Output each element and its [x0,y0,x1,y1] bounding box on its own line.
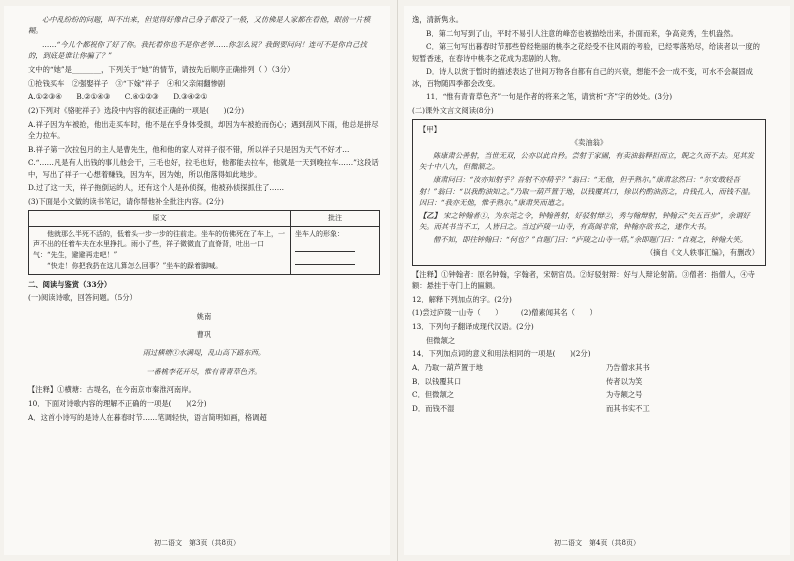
excerpt-line: ……“今儿个都祝你了好了你。我托着你也不是你老爷……你怎么说？我倒要问问！连可不是你自己找的，到底是谁让你骗了？” [28,39,367,61]
passage-yi-paragraph: 僧不知，即往钟翰曰：“何也？”自题门曰：“庐陵之山寺一塔。”余即题门曰：“自观之，钟翰大笑。 [433,235,748,245]
question-14-option-b [412,376,766,387]
question-2-option-a: A.祥子因为车被抢，他出走买车时，他不是在乎身体受损，却因为车被抢而伤心；遇到刮风下雨，他总是拼尽全力拉车。 [28,119,379,141]
table-text-1: 他就那么半死不活的，低着头一步一步的往前走。坐车的仿佛死在了车上，一声不出的任着车夫在水里挣扎。雨小了些，祥子微微直了直脊背，吐出一口气：“先生，避避再走吧！” [33,229,285,260]
question-10-option-a: A．这首小诗写的是诗人在暮春时节……笔调轻快，语言简明如画，格调超 [28,412,267,422]
poem-title: 姚南 [196,311,212,321]
option-right: 乃告僧求其书 [606,362,650,372]
question-14-option-a [412,362,766,373]
question-13-items: 但微颔之 [426,335,456,345]
question-2-option-d: D.过了这一天，祥子拖倒运的人，还有这个人是孙侦探，他被孙侦探抓住了…… [28,183,285,193]
option-left: C．但微颔之 [412,390,455,400]
page-3 [4,6,390,555]
table-note-cell [291,226,380,274]
classical-note: 【注释】①钟翰者：原名钟翰，字翰者，宋朝官员。②好驳射辩：好与人辩论射箭。③僧者：指僧人，④寺额：悬挂于寺门上的匾额。 [412,269,755,290]
question-10-option-c: C．第三句写出暮春时节那些曾经艳丽的桃李之花经受不住风雨的考验，已经零落殆尽，给读者以一度的短暂香迷，在春诗中桃李之花成为悲剧的人物。 [412,42,760,63]
passage-jia-tag: 【甲】 [419,124,441,134]
poem-intro: (一)阅读诗歌，回答问题。（5分） [28,293,137,303]
question-10-option-b: B．第二句写到了山，平时不易引人注意的峰峦也被描绘出来，扑面而来，争高竞秀，生机盎然。 [426,28,738,38]
question-order-items: ①抢钱买车 ②强娶祥子 ③“下嫁”祥子 ④和父亲闹翻惨剧 [28,78,226,88]
option-left: D．而钱不湿 [412,404,455,414]
question-10-title: 10．下面对诗歌内容的理解不正确的一项是( )(2分) [28,398,207,408]
passage-source: （摘自《文人轶事汇编》，有删改） [645,248,759,258]
passage-yi-tag: 【乙】 [419,210,441,220]
passage-jia-title: 《卖油翁》 [570,137,608,147]
question-14-option-d [412,403,766,414]
question-2-option-b: B.祥子第一次拉包月的主人是曹先生，他和他的家人对祥子很不错，所以祥子只是因为天气不好才… [28,144,350,154]
page-4-content [412,14,766,417]
answer-blank[interactable] [295,242,355,252]
annotation-table [28,210,380,275]
continued-line: 逸，清新隽永。 [412,15,464,24]
option-left: A．乃取一葫芦置于地 [412,362,483,372]
question-13-title: 13．下列句子翻译成现代汉语。(2分) [412,321,534,331]
question-14-title: 14．下列加点词的意义和用法相同的一项是( )(2分) [412,349,591,359]
classical-text-box [412,119,766,266]
passage-yi-paragraph [419,210,759,233]
question-order-options: A.①②③④ B.②①④③ C.④①②③ D.③④②① [28,92,208,102]
option-right: 传者以为笑 [606,376,643,386]
question-10-option-d: D．诗人以赏于暂时的描述表达了世间万物各自都有自己的兴衰，想能不会一成不变，可水不会凝固成冰，百物随四季都会改变。 [412,67,753,88]
question-order-title: 文中的“她”是________，下列关于“她”的情节，请按先后顺序正确排列（ ）（3分） [28,64,295,74]
poem-line: 一番桃李花开尽，惟有青青草色齐。 [146,366,262,376]
page-footer: 初二语文 第3页（共8页） [154,539,240,548]
question-2-option-c: C.“……凡是有人出钱的事儿他会干，三毛也好，拉毛也好，他都能去拉车，他就是一天到晚拉车……”这段话中，写出了祥子一心想着赚钱，因为车，因为她，所以他落得如此地步。 [28,158,379,179]
answer-blank[interactable] [295,255,355,265]
table-note-label: 坐车人的形象： [295,229,344,238]
page-gutter [397,0,398,561]
poem-author: 曹巩 [196,330,212,340]
passage-jia-paragraph: 康肃问曰：“汝亦知射乎？吾射不亦精乎？”翁曰：“无他，但手熟尔。”康肃忿然曰：“尔安敢轻吾射！”翁曰：“以我酌油知之。”乃取一葫芦置于地，以钱覆其口，徐以杓酌油沥之，自钱孔入，而钱不湿。因曰：“我亦无他，惟手熟尔。”康肃笑而遣之。 [419,175,755,207]
passage-yi-text: 宋之钟翰者①，为东莞之令，钟翰善射，好驳射辩②，秀与翰辩射，钟翰云“矢五百步”，余谓好矢。而其书当不工，人皆曰之。当过庐陵一山寺，有高阁非常，钟翰亦欲书之，遂作大书。 [419,210,750,232]
question-14-option-c [412,389,766,400]
table-header-text: 原文 [29,210,291,226]
option-right: 而其书实不工 [606,404,650,414]
poem-note: 【注释】①横塘：古堤名，在今南京市秦淮河南岸。 [28,385,196,395]
section-classical-title: (二)课外文言文阅读(8分) [412,106,494,116]
question-12-title: 12．解释下列加点的字。(2分) [412,294,512,304]
passage-jia-paragraph: 陈康肃公善射，当世无双，公亦以此自矜。尝射于家圃，有卖油翁释担而立，睨之久而不去。见其发矢十中八九，但微颔之。 [419,150,755,172]
question-2-title: (2)下列对《骆驼祥子》选段中内容的叙述正确的一项是( )(2分) [28,106,245,116]
page-footer: 初二语文 第4页（共8页） [554,539,640,548]
question-11: 11．“惟有青青草色齐”一句是作者的将来之笔，请赏析“齐”字的妙处。(3分) [426,92,673,102]
table-header-note: 批注 [291,210,380,226]
page-3-content [28,14,380,425]
table-original-text [29,226,291,274]
option-left: B．以钱覆其口 [412,376,462,386]
section-2-title: 二、阅读与鉴赏（33分） [28,279,112,289]
page-4 [404,6,790,555]
excerpt-line: 心中乱纷纷的问题，叫不出来，但觉得好像自己身子都没了一般，又仿佛是人家都在看他，眼前一片模糊。 [28,15,371,36]
poem-line: 雨过横塘①水满堤，乱山高下路东西。 [142,348,266,358]
question-3-title: (3)下面是小文做的读书笔记，请你帮他补全批注内容。(2分) [28,197,224,207]
question-12-items: (1)尝过庐陵一山寺（ ） (2)僧素闻其名（ ） [412,308,597,318]
table-text-2: “快走！你把我扔在这儿算怎么回事？”坐车的跺着脚喊。 [47,262,223,271]
option-right: 为寺额之号 [606,390,643,400]
